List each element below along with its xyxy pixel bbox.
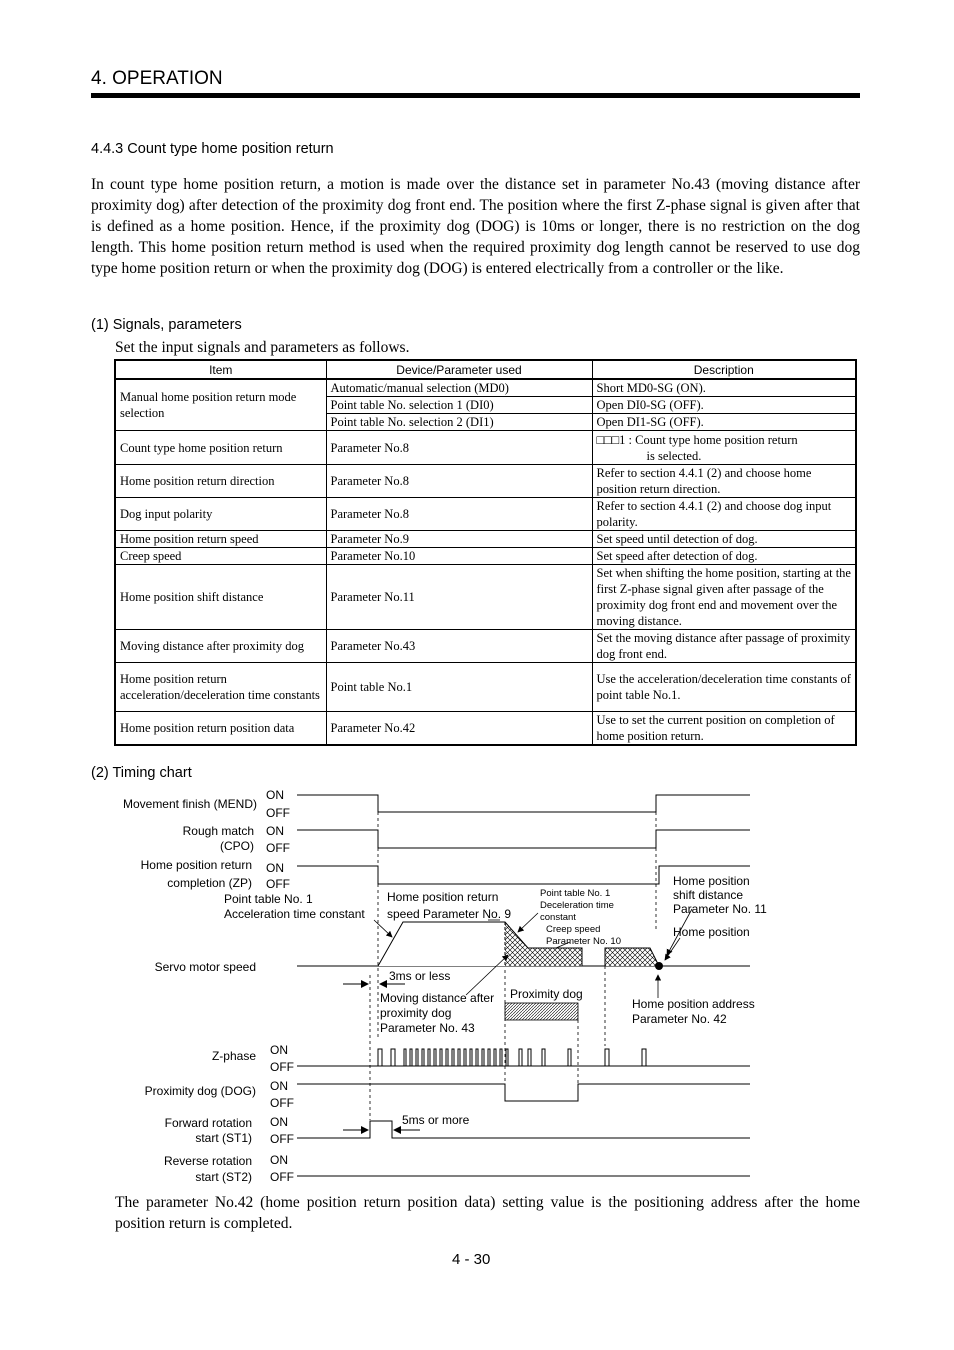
row1-desc-2: Open DI0-SG (OFF).: [592, 397, 856, 414]
row1-desc-3: Open DI1-SG (OFF).: [592, 414, 856, 431]
zphase-off: OFF: [270, 1060, 294, 1074]
annot-creep-1: Creep speed: [546, 924, 601, 935]
row6-item: Creep speed: [115, 548, 326, 565]
annot-accel-2: Acceleration time constant: [224, 907, 365, 921]
annot-3ms: 3ms or less: [389, 969, 451, 983]
signals-note: Set the input signals and parameters as follows.: [115, 339, 410, 356]
annot-creep-2: Parameter No. 10: [546, 936, 621, 947]
table-row: [115, 465, 856, 498]
annot-speed-2: speed Parameter No. 9: [387, 907, 512, 921]
row3-desc: Refer to section 4.4.1 (2) and choose home position return direction.: [592, 465, 856, 498]
table-row: [115, 712, 856, 746]
row6-desc: Set speed after detection of dog.: [592, 548, 856, 565]
row3-device: Parameter No.8: [326, 465, 592, 498]
zphase-label: Z-phase: [211, 1049, 256, 1063]
table-row: [115, 379, 856, 397]
section-title: 4.4.3 Count type home position return: [91, 141, 334, 157]
table-row: [115, 431, 856, 465]
zphase-pulses: [378, 1049, 646, 1066]
row4-item: Dog input polarity: [115, 498, 326, 531]
table-row: [115, 663, 856, 712]
annot-decel-3: constant: [540, 912, 576, 923]
st2-label-1: Reverse rotation: [163, 1154, 252, 1168]
st1-label-2: start (ST1): [195, 1131, 252, 1145]
st2-on: ON: [270, 1153, 288, 1167]
st2-label-2: start (ST2): [195, 1170, 252, 1184]
row9-item: Home position return acceleration/deceleration time constants: [115, 663, 326, 712]
row8-desc: Set the moving distance after passage of proximity dog front end.: [592, 630, 856, 663]
header-rule: [91, 93, 860, 98]
timing-chart: [0, 780, 954, 1190]
chapter-title: 4. OPERATION: [91, 68, 223, 89]
row1-device-3: Point table No. selection 2 (DI1): [326, 414, 592, 431]
st1-on: ON: [270, 1115, 288, 1129]
proximity-dog-bar: [505, 1003, 578, 1020]
row9-device: Point table No.1: [326, 663, 592, 712]
annot-moving-2: proximity dog: [380, 1006, 452, 1020]
cpo-waveform: [297, 830, 750, 848]
row1-desc-1: Short MD0-SG (ON).: [592, 379, 856, 397]
page-number: 4 - 30: [452, 1251, 491, 1268]
row6-device: Parameter No.10: [326, 548, 592, 565]
row9-desc: Use the acceleration/deceleration time constants of point table No.1.: [592, 663, 856, 712]
row7-item: Home position shift distance: [115, 565, 326, 630]
row5-desc: Set speed until detection of dog.: [592, 531, 856, 548]
zp-on: ON: [266, 861, 284, 875]
dog-off: OFF: [270, 1096, 294, 1110]
row1-device-1: Automatic/manual selection (MD0): [326, 379, 592, 397]
annot-speed-1: Home position return: [387, 890, 499, 904]
st2-off: OFF: [270, 1170, 294, 1184]
annot-shift-3: Parameter No. 11: [673, 902, 767, 916]
st1-label-1: Forward rotation: [164, 1116, 252, 1130]
annot-5ms: 5ms or more: [402, 1113, 470, 1127]
dog-label: Proximity dog (DOG): [144, 1084, 256, 1098]
zp-label-1: Home position return: [140, 858, 252, 872]
annot-shift-2: shift distance: [673, 888, 744, 902]
annot-shift-1: Home position: [673, 874, 750, 888]
row5-item: Home position return speed: [115, 531, 326, 548]
row7-desc: Set when shifting the home position, starting at the first Z-phase signal given after passage of the proximity dog front end and movement over the moving distance.: [592, 565, 856, 630]
table-row: [115, 565, 856, 630]
closing-paragraph: The parameter No.42 (home position return position data) setting value is the positioning address after the home position return is completed.: [115, 1194, 860, 1232]
cpo-label-1: Rough match: [182, 824, 254, 838]
table-row: [115, 498, 856, 531]
table-row: [115, 630, 856, 663]
annot-address-2: Parameter No. 42: [632, 1012, 727, 1026]
row8-device: Parameter No.43: [326, 630, 592, 663]
mend-on: ON: [266, 788, 284, 802]
row2-item: Count type home position return: [115, 431, 326, 465]
row10-item: Home position return position data: [115, 712, 326, 746]
cpo-off: OFF: [266, 841, 290, 855]
row8-item: Moving distance after proximity dog: [115, 630, 326, 663]
annot-proximity-dog: Proximity dog: [510, 987, 583, 1001]
row10-desc: Use to set the current position on completion of home position return.: [592, 712, 856, 746]
servo-label: Servo motor speed: [154, 960, 256, 974]
mend-off: OFF: [266, 806, 290, 820]
st1-off: OFF: [270, 1132, 294, 1146]
annot-decel-1: Point table No. 1: [540, 888, 611, 899]
dog-waveform: [297, 1084, 750, 1101]
row3-item: Home position return direction: [115, 465, 326, 498]
row1-item: Manual home position return mode selection: [115, 379, 326, 431]
annot-moving-1: Moving distance after: [380, 991, 495, 1005]
dog-on: ON: [270, 1079, 288, 1093]
annot-home: Home position: [673, 925, 750, 939]
annot-accel-1: Point table No. 1: [224, 892, 313, 906]
row7-device: Parameter No.11: [326, 565, 592, 630]
row5-device: Parameter No.9: [326, 531, 592, 548]
zp-label-2: completion (ZP): [167, 876, 252, 890]
zp-off: OFF: [266, 877, 290, 891]
home-position-dot: [655, 962, 663, 970]
mend-label: Movement finish (MEND): [122, 797, 257, 811]
table-header-row: [115, 360, 856, 379]
header-device: Device/Parameter used: [326, 360, 592, 379]
row2-desc: [592, 431, 856, 465]
table-row: [115, 531, 856, 548]
intro-paragraph: In count type home position return, a motion is made over the distance set in parameter No.43 (moving distance after proximity dog) after detection of the proximity dog front end. The position where the first Z-phase signal is given after that is defined as a home position. Hence, if the proximity dog (DOG) is 10ms or longer, there is no restriction on the dog length. This home position return method is used when the required proximity dog length cannot be reserved to use dog type home position return or when the proximity dog (DOG) is entered electrically from a controller or the like.: [91, 176, 860, 277]
header-item: Item: [115, 360, 326, 379]
row4-device: Parameter No.8: [326, 498, 592, 531]
row1-device-2: Point table No. selection 1 (DI0): [326, 397, 592, 414]
row2-device: Parameter No.8: [326, 431, 592, 465]
annot-decel-2: Deceleration time: [540, 900, 614, 911]
timing-heading: (2) Timing chart: [91, 765, 192, 781]
row10-device: Parameter No.42: [326, 712, 592, 746]
row4-desc: Refer to section 4.4.1 (2) and choose dog input polarity.: [592, 498, 856, 531]
header-description: Description: [592, 360, 856, 379]
parameter-table: [114, 359, 857, 746]
cpo-on: ON: [266, 824, 284, 838]
table-row: [115, 548, 856, 565]
zphase-on: ON: [270, 1043, 288, 1057]
signals-heading: (1) Signals, parameters: [91, 317, 242, 333]
row2-desc-line2: is selected.: [646, 448, 702, 463]
row2-desc-line1: □□□1 : Count type home position return: [596, 432, 798, 447]
cpo-label-2: (CPO): [220, 839, 254, 853]
annot-moving-3: Parameter No. 43: [380, 1021, 475, 1035]
annot-address-1: Home position address: [632, 997, 755, 1011]
mend-waveform: [297, 795, 750, 812]
